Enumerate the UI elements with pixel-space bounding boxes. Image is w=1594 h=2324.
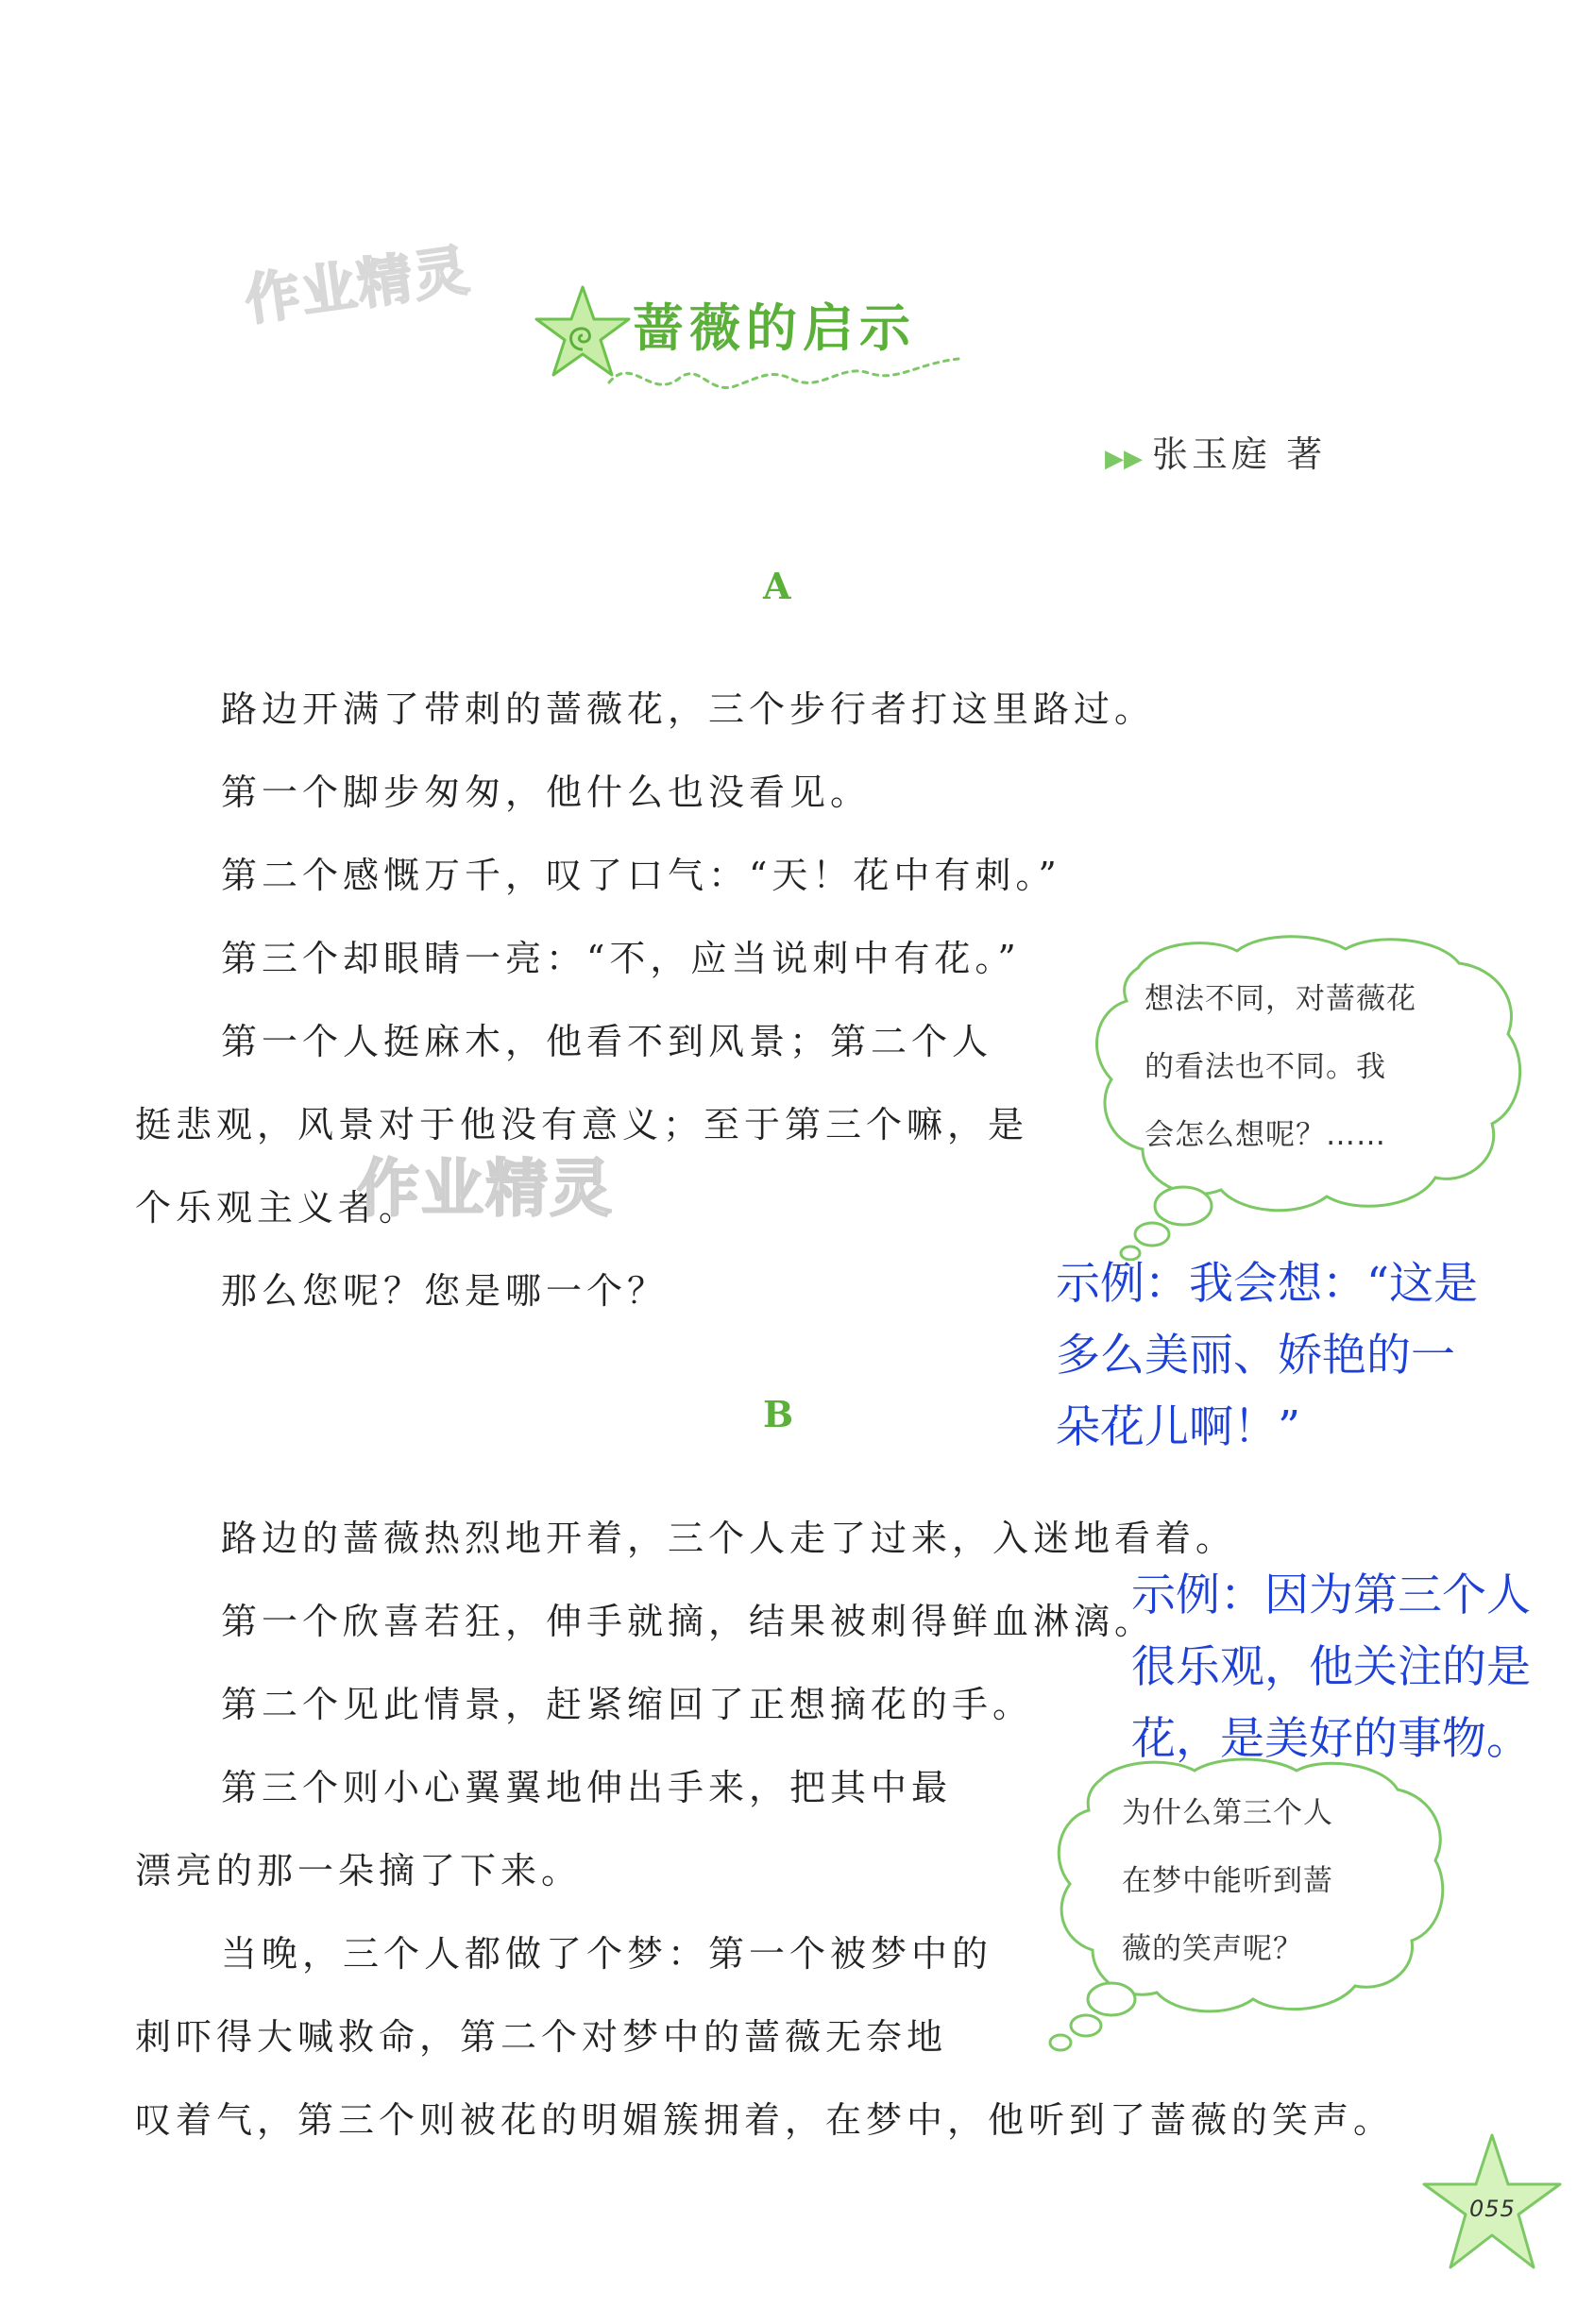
paragraph: 第二个感慨万千，叹了口气：“天！花中有刺。”	[221, 855, 1061, 896]
handwritten-answer: 示例：因为第三个人 很乐观，他关注的是 花，是美好的事物。	[1131, 1569, 1531, 1765]
paragraph: 第一个人挺麻木，他看不到风景；第二个人	[221, 1021, 993, 1062]
paragraph: 叹着气，第三个则被花的明媚簇拥着，在梦中，他听到了蔷薇的笑声。	[135, 2099, 1395, 2141]
paragraph: 第三个则小心翼翼地伸出手来，把其中最	[221, 1767, 953, 1808]
paragraph: 刺吓得大喊救命，第二个对梦中的蔷薇无奈地	[135, 2016, 948, 2058]
cloud-text: 想法不同，对蔷薇花 的看法也不同。我 会怎么想呢？……	[1145, 982, 1416, 1152]
paragraph: 第三个却眼睛一亮：“不，应当说刺中有花。”	[221, 938, 1021, 979]
page-number: 055	[1469, 2196, 1516, 2222]
paragraph: 当晚，三个人都做了个梦：第一个被梦中的	[221, 1933, 993, 1975]
paragraph: 挺悲观，风景对于他没有意义；至于第三个嘛，是	[135, 1104, 1029, 1145]
section-a-letter: A	[763, 565, 791, 607]
author-line	[1105, 425, 1326, 477]
paragraph: 第一个脚步匆匆，他什么也没看见。	[221, 772, 872, 813]
watermark-logo: 作业精灵	[241, 237, 475, 333]
section-b-letter: B	[763, 1393, 794, 1435]
paragraph: 漂亮的那一朵摘了下来。	[135, 1850, 583, 1891]
cloud-text: 为什么第三个人 在梦中能听到蔷 薇的笑声呢？	[1122, 1796, 1333, 1966]
paragraph: 路边开满了带刺的蔷薇花，三个步行者打这里路过。	[221, 688, 1156, 730]
watermark-logo: 作业精灵	[357, 1152, 614, 1225]
paragraph: 第二个见此情景，赶紧缩回了正想摘花的手。	[221, 1684, 1034, 1725]
paragraph: 第一个欣喜若狂，伸手就摘，结果被刺得鲜血淋漓。	[221, 1601, 1156, 1642]
handwritten-answer: 示例：我会想：“这是 多么美丽、娇艳的一 朵花儿啊！”	[1056, 1258, 1479, 1453]
decorative-wave	[604, 349, 963, 406]
paragraph: 个乐观主义者。	[135, 1187, 420, 1229]
arrow-icon: ▶▶	[1105, 445, 1143, 473]
paragraph: 那么您呢？您是哪一个？	[221, 1270, 669, 1312]
author-name: 张玉庭 著	[1152, 433, 1327, 475]
page-title: 蔷薇的启示	[633, 298, 916, 358]
paragraph: 路边的蔷薇热烈地开着，三个人走了过来，入迷地看着。	[221, 1518, 1237, 1559]
